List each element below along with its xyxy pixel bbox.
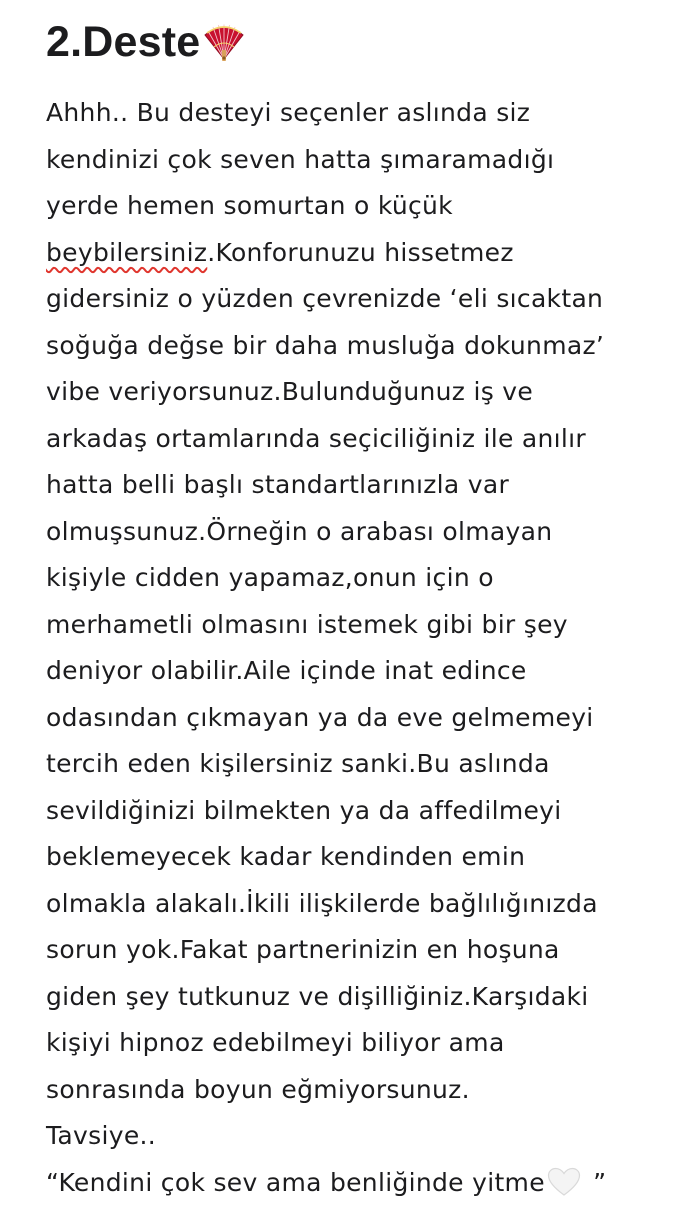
body-line: sevildiğinizi bilmekten ya da affedilmeyi (46, 788, 686, 835)
quote-text: “Kendini çok sev ama benliğinde yitme (46, 1168, 545, 1197)
body-line: kendinizi çok seven hatta şımaramadığı (46, 137, 686, 184)
body-line: arkadaş ortamlarında seçiciliğiniz ile anılır (46, 416, 686, 463)
body-line: beklemeyecek kadar kendinden emin (46, 834, 686, 881)
body-line: Ahhh.. Bu desteyi seçenler aslında siz (46, 90, 686, 137)
body-line (46, 230, 686, 277)
note-title (46, 14, 686, 70)
closing-quote: ” (585, 1168, 607, 1197)
misspelled-word[interactable]: beybilersiniz (46, 238, 207, 267)
body-line: odasından çıkmayan ya da eve gelmemeyi (46, 695, 686, 742)
note-body (46, 90, 686, 1206)
body-line: soğuğa değse bir daha musluğa dokunmaz’ (46, 323, 686, 370)
body-line: tercih eden kişilersiniz sanki.Bu aslında (46, 741, 686, 788)
body-line: kişiyi hipnoz edebilmeyi biliyor ama (46, 1020, 686, 1067)
body-line: olmuşsunuz.Örneğin o arabası olmayan (46, 509, 686, 556)
body-line: merhametli olmasını istemek gibi bir şey (46, 602, 686, 649)
note-page (46, 14, 686, 1206)
body-line: olmakla alakalı.İkili ilişkilerde bağlılığınızda (46, 881, 686, 928)
body-line-text: .Konforunuzu hissetmez (207, 238, 514, 267)
body-line: sonrasında boyun eğmiyorsunuz. (46, 1067, 686, 1114)
body-line: deniyor olabilir.Aile içinde inat edince (46, 648, 686, 695)
body-line: hatta belli başlı standartlarınızla var (46, 462, 686, 509)
folding-fan-icon (202, 22, 246, 62)
body-line (46, 1160, 686, 1206)
body-line: Tavsiye.. (46, 1113, 686, 1160)
note-title-text: 2.Deste (46, 18, 200, 66)
body-line: vibe veriyorsunuz.Bulunduğunuz iş ve (46, 369, 686, 416)
white-heart-icon (547, 1167, 581, 1197)
body-line: gidersiniz o yüzden çevrenizde ‘eli sıcaktan (46, 276, 686, 323)
body-line: giden şey tutkunuz ve dişilliğiniz.Karşıdaki (46, 974, 686, 1021)
body-line: yerde hemen somurtan o küçük (46, 183, 686, 230)
body-line: kişiyle cidden yapamaz,onun için o (46, 555, 686, 602)
body-line: sorun yok.Fakat partnerinizin en hoşuna (46, 927, 686, 974)
